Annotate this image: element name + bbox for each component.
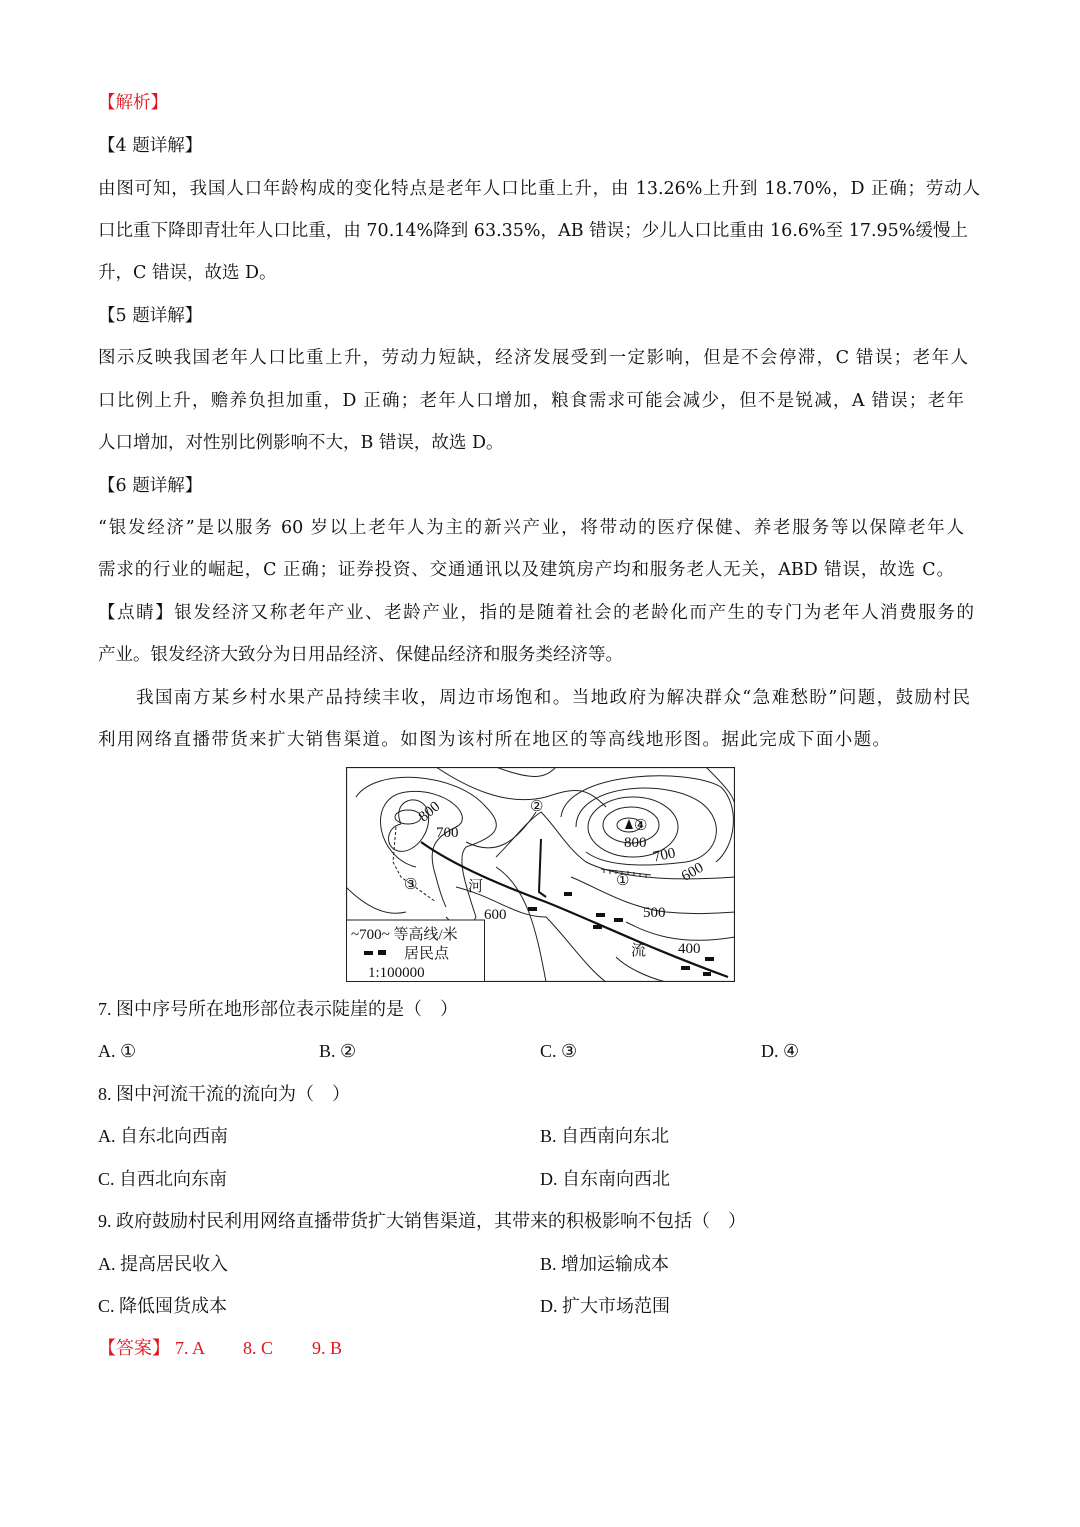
q9-option-c: C. 降低囤货成本	[98, 1296, 228, 1316]
q9-option-a: A. 提高居民收入	[98, 1254, 228, 1274]
q6-line: 需求的行业的崛起，C 正确；证券投资、交通通讯以及建筑房产均和服务老人无关，ABD 错误，故选 C。	[98, 560, 954, 580]
intro-line: 我国南方某乡村水果产品持续丰收，周边市场饱和。当地政府为解决群众“急难愁盼”问题，鼓励村民	[136, 688, 970, 708]
q8-option-d: D. 自东南向西北	[540, 1169, 670, 1189]
answer-item: 7. A	[175, 1338, 206, 1358]
q7-option-b: B. ②	[319, 1041, 357, 1061]
point-label: ③	[404, 877, 418, 893]
q9-option-d: D. 扩大市场范围	[540, 1296, 670, 1316]
q4-line: 升，C 错误，故选 D。	[98, 263, 277, 283]
q4-line: 口比重下降即青壮年人口比重，由 70.14%降到 63.35%，AB 错误；少儿人口比重由 16.6%至 17.95%缓慢上	[98, 221, 968, 241]
q5-line: 人口增加，对性别比例影响不大，B 错误，故选 D。	[98, 433, 504, 453]
contour-label: 700	[436, 825, 459, 841]
contour-label: 400	[678, 941, 701, 957]
intro-line: 利用网络直播带货来扩大销售渠道。如图为该村所在地区的等高线地形图。据此完成下面小题。	[98, 730, 890, 750]
contour-label: 500	[643, 905, 666, 921]
question-7: 7. 图中序号所在地形部位表示陡崖的是（ ）	[98, 999, 458, 1019]
q7-option-d: D. ④	[761, 1041, 800, 1061]
q6-line: “银发经济”是以服务 60 岁以上老年人为主的新兴产业，将带动的医疗保健、养老服务等以保障老年人	[98, 518, 964, 538]
q4-heading: 【4 题详解】	[98, 136, 203, 156]
q4-line: 由图可知，我国人口年龄构成的变化特点是老年人口比重上升，由 13.26%上升到 18.70%，D 正确；劳动人	[98, 179, 980, 199]
point-label: ②	[530, 799, 544, 815]
river-label: 流	[631, 943, 647, 959]
contour-label: 600	[678, 859, 707, 885]
contour-label: 800	[415, 798, 444, 826]
q8-option-a: A. 自东北向西南	[98, 1126, 228, 1146]
answer-item: 8. C	[243, 1338, 274, 1358]
comment-line: 产业。银发经济大致分为日用品经济、保健品经济和服务类经济等。	[98, 645, 623, 665]
q6-heading: 【6 题详解】	[98, 476, 203, 496]
comment-line: 【点睛】银发经济又称老年产业、老龄产业，指的是随着社会的老龄化而产生的专门为老年人消费服务的	[98, 603, 974, 623]
contour-label: 700	[651, 845, 677, 866]
point-label: ①	[616, 873, 630, 889]
q8-option-c: C. 自西北向东南	[98, 1169, 228, 1189]
q8-option-b: B. 自西南向东北	[540, 1126, 670, 1146]
legend-settlement: 居民点	[404, 946, 450, 962]
analysis-label: 【解析】	[98, 93, 168, 113]
contour-map	[346, 767, 735, 982]
q5-line: 图示反映我国老年人口比重上升，劳动力短缺，经济发展受到一定影响，但是不会停滞，C 错误；老年人	[98, 348, 968, 368]
river-label: 河	[468, 879, 484, 895]
legend-contour: ~700~ 等高线/米	[351, 927, 458, 943]
answer-label: 【答案】	[98, 1338, 170, 1358]
q7-option-a: A. ①	[98, 1041, 137, 1061]
q7-option-c: C. ③	[540, 1041, 578, 1061]
question-8: 8. 图中河流干流的流向为（ ）	[98, 1084, 350, 1104]
q5-heading: 【5 题详解】	[98, 306, 203, 326]
contour-label: 600	[484, 907, 507, 923]
q5-line: 口比例上升，赡养负担加重，D 正确；老年人口增加，粮食需求可能会减少，但不是锐减，A 错误；老年	[98, 391, 964, 411]
point-label: ④	[634, 818, 648, 834]
question-9: 9. 政府鼓励村民利用网络直播带货扩大销售渠道，其带来的积极影响不包括（ ）	[98, 1211, 746, 1231]
contour-label: 800	[624, 835, 647, 851]
legend-scale: 1:100000	[368, 965, 425, 981]
q9-option-b: B. 增加运输成本	[540, 1254, 670, 1274]
answer-item: 9. B	[312, 1338, 343, 1358]
